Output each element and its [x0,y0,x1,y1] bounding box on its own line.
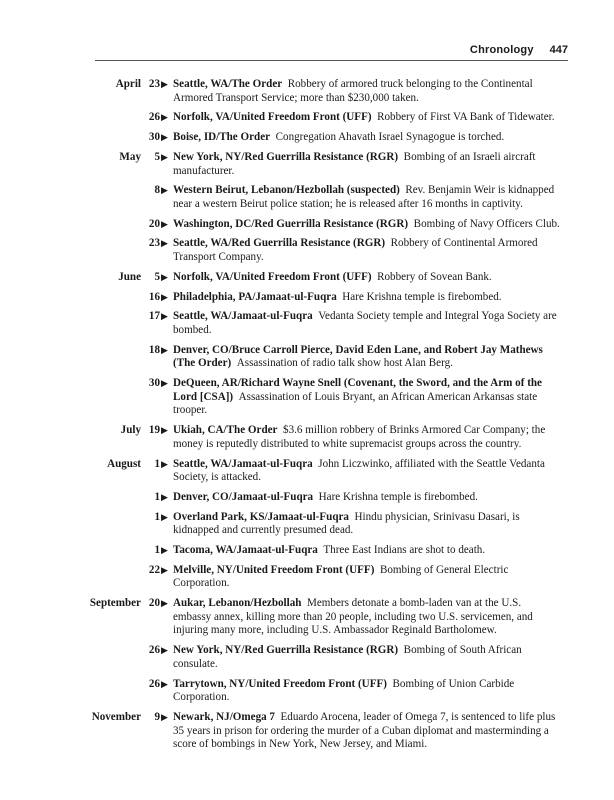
entry-date [0,218,160,232]
entry-description: Hindu physician, Srinivasu Dasari, is kidnapped and currently presumed dead. [173,510,520,537]
entry-date [0,151,160,165]
entry-description: Bombing of Navy Officers Club. [413,217,560,230]
chronology-entry [0,310,614,337]
arrow-marker-icon: ▶ [161,491,168,502]
entry-day: 1 [154,490,160,503]
entry-date [0,564,160,578]
chronology-entry [0,564,614,591]
entry-day: 20 [148,597,160,610]
entry-heading: Seattle, WA/Jamaat-ul-Fuqra [173,457,313,470]
arrow-marker-icon: ▶ [161,425,168,436]
entry-body [173,218,561,232]
entry-body [173,184,561,211]
entry-date [0,131,160,145]
entry-description: Robbery of armored truck belonging to the Continental Armored Transport Service; more than $230,000 taken. [173,78,533,104]
arrow-marker-icon: ▶ [161,458,168,469]
entry-heading: Aukar, Lebanon/Hezbollah [173,597,302,610]
entry-description: Vedanta Society temple and Integral Yoga Society are bombed. [173,310,557,336]
entry-description: Hare Krishna temple is firebombed. [318,490,478,503]
entry-heading: Tacoma, WA/Jamaat-ul-Fuqra [173,544,318,557]
chronology-entry [0,377,614,418]
entry-date [0,424,160,438]
chronology-entry [0,644,614,671]
arrow-marker-icon: ▶ [161,79,168,89]
arrow-marker-icon: ▶ [161,151,168,162]
entry-date [0,711,160,725]
entry-heading: Denver, CO/Jamaat-ul-Fuqra [173,490,314,503]
arrow-marker-icon: ▶ [161,112,168,123]
chronology-entry [0,271,614,285]
chronology-entry [0,151,614,178]
entry-body [173,111,561,125]
header-rule [95,60,568,61]
entry-day: 1 [154,510,160,523]
entry-month: June [118,270,141,283]
entry-body [173,491,561,505]
entry-description: Robbery of Continental Armored Transport Company. [173,237,538,264]
chronology-entry [0,491,614,505]
chronology-entry [0,424,614,451]
entry-body [173,424,561,451]
entry-date [0,458,160,472]
entry-heading: New York, NY/Red Guerrilla Resistance (RGR) [173,150,399,163]
entry-date [0,544,160,558]
entry-date [0,78,160,92]
entry-description: Hare Krishna temple is firebombed. [342,290,502,303]
entry-date [0,644,160,658]
entry-month: September [89,597,141,610]
entry-month: April [115,78,141,90]
entry-date [0,597,160,611]
arrow-marker-icon: ▶ [161,344,168,355]
entry-day: 9 [154,710,160,723]
entry-date [0,237,160,251]
entry-description: Eduardo Arocena, leader of Omega 7, is sentenced to life plus 35 years in prison for ordering the murder of a Cuban diplomat and masterminding a score of bombings in New York, New Jersey, and Miami. [173,710,556,751]
arrow-marker-icon: ▶ [161,645,168,656]
entry-heading: Norfolk, VA/United Freedom Front (UFF) [173,270,372,283]
chronology-list [0,78,614,758]
chronology-entry [0,184,614,211]
entry-day: 26 [148,644,160,657]
entry-body [173,644,561,671]
entry-body [173,271,561,285]
entry-date [0,111,160,125]
chronology-entry [0,78,614,105]
entry-heading: Tarrytown, NY/United Freedom Front (UFF) [173,677,387,690]
entry-heading: Melville, NY/United Freedom Front (UFF) [173,563,375,576]
entry-day: 1 [154,457,160,470]
arrow-marker-icon: ▶ [161,564,168,575]
arrow-marker-icon: ▶ [161,271,168,282]
entry-description: Bombing of Union Carbide Corporation. [173,677,515,704]
entry-heading: Ukiah, CA/The Order [173,424,278,437]
entry-month: August [107,457,141,470]
entry-body [173,377,561,418]
entry-date [0,377,160,391]
entry-day: 19 [148,424,160,437]
entry-description: Members detonate a bomb-laden van at the U.S. embassy annex, killing more than 20 people, including two U.S. servicemen, and injuring many more, including U.S. Ambassador Reginald Bartholomew. [173,597,533,637]
entry-body [173,131,561,145]
entry-description: John Liczwinko, affiliated with the Seattle Vedanta Society, is attacked. [173,457,545,484]
chronology-entry [0,544,614,558]
entry-day: 26 [148,111,160,124]
entry-day: 17 [148,310,160,323]
chronology-entry [0,218,614,232]
entry-body [173,678,561,705]
entry-day: 22 [148,563,160,576]
entry-description: Bombing of South African consulate. [173,644,522,670]
entry-day: 16 [148,290,160,303]
entry-heading: Norfolk, VA/United Freedom Front (UFF) [173,111,372,124]
entry-month: May [119,150,141,163]
entry-description: Bombing of an Israeli aircraft manufacturer. [173,150,536,177]
entry-description: Congregation Ahavath Israel Synagogue is torched. [275,131,505,144]
entry-body [173,458,561,485]
entry-day: 23 [148,78,160,90]
entry-date [0,291,160,305]
entry-date [0,344,160,358]
entry-day: 26 [148,677,160,690]
chronology-entry [0,131,614,145]
arrow-marker-icon: ▶ [161,311,168,322]
entry-body [173,151,561,178]
entry-date [0,678,160,692]
entry-description: Assassination of radio talk show host Alan Berg. [236,357,453,370]
entry-date [0,310,160,324]
entry-description: Bombing of General Electric Corporation. [173,563,509,590]
entry-day: 5 [154,150,160,163]
entry-date [0,511,160,525]
entry-body [173,564,561,591]
entry-body [173,511,561,538]
entry-body [173,237,561,264]
arrow-marker-icon: ▶ [161,378,168,389]
entry-body [173,711,561,752]
entry-body [173,597,561,638]
entry-day: 23 [148,237,160,250]
entry-heading: Denver, CO/Bruce Carroll Pierce, David Eden Lane, and Robert Jay Mathews (The Order) [173,343,543,370]
entry-day: 30 [148,377,160,390]
chronology-entry [0,291,614,305]
entry-heading: Overland Park, KS/Jamaat-ul-Fuqra [173,510,349,523]
entry-heading: Washington, DC/Red Guerrilla Resistance (RGR) [173,217,409,230]
entry-description: Robbery of Sovean Bank. [377,270,492,283]
entry-day: 18 [148,343,160,356]
entry-heading: Philadelphia, PA/Jamaat-ul-Fuqra [173,290,337,303]
arrow-marker-icon: ▶ [161,132,168,143]
entry-body [173,544,561,558]
arrow-marker-icon: ▶ [161,711,168,722]
chronology-entry [0,344,614,371]
chronology-entry [0,678,614,705]
entry-heading: Western Beirut, Lebanon/Hezbollah (suspected) [173,184,400,197]
entry-date [0,271,160,285]
arrow-marker-icon: ▶ [161,598,168,609]
entry-body [173,344,561,371]
section-title: Chronology [469,44,534,56]
chronology-entry [0,458,614,485]
entry-day: 5 [154,270,160,283]
arrow-marker-icon: ▶ [161,185,168,196]
entry-body [173,291,561,305]
entry-description: Three East Indians are shot to death. [323,544,486,557]
entry-heading: New York, NY/Red Guerrilla Resistance (RGR) [173,644,399,657]
entry-month: July [120,424,141,437]
chronology-entry [0,597,614,638]
chronology-entry [0,237,614,264]
chronology-entry [0,711,614,752]
arrow-marker-icon: ▶ [161,511,168,522]
entry-date [0,184,160,198]
entry-description: $3.6 million robbery of Brinks Armored Car Company; the money is reputedly distributed to white supremacist groups across the country. [173,424,546,450]
entry-day: 30 [148,131,160,144]
arrow-marker-icon: ▶ [161,545,168,556]
entry-description: Rev. Benjamin Weir is kidnapped near a western Beirut police station; he is released after 16 months in captivity. [173,184,555,210]
entry-month: November [91,710,141,723]
entry-heading: Boise, ID/The Order [173,131,271,144]
arrow-marker-icon: ▶ [161,218,168,229]
entry-body [173,310,561,337]
entry-description: Robbery of First VA Bank of Tidewater. [377,111,555,124]
entry-heading: Seattle, WA/The Order [173,78,283,90]
entry-day: 8 [154,184,160,197]
chronology-entry [0,111,614,125]
entry-day: 20 [148,217,160,230]
entry-heading: Seattle, WA/Red Guerrilla Resistance (RGR) [173,237,386,250]
entry-heading: Seattle, WA/Jamaat-ul-Fuqra [173,310,313,323]
entry-body [173,78,561,105]
entry-date [0,491,160,505]
arrow-marker-icon: ▶ [161,291,168,302]
arrow-marker-icon: ▶ [161,678,168,689]
entry-heading: DeQueen, AR/Richard Wayne Snell (Covenant, the Sword, and the Arm of the Lord [CSA]) [173,377,542,403]
entry-heading: Newark, NJ/Omega 7 [173,710,275,723]
arrow-marker-icon: ▶ [161,238,168,249]
entry-day: 1 [154,544,160,557]
entry-description: Assassination of Louis Bryant, an African American Arkansas state trooper. [173,390,538,417]
running-header [470,44,568,56]
chronology-entry [0,511,614,538]
page-number: 447 [549,44,568,56]
